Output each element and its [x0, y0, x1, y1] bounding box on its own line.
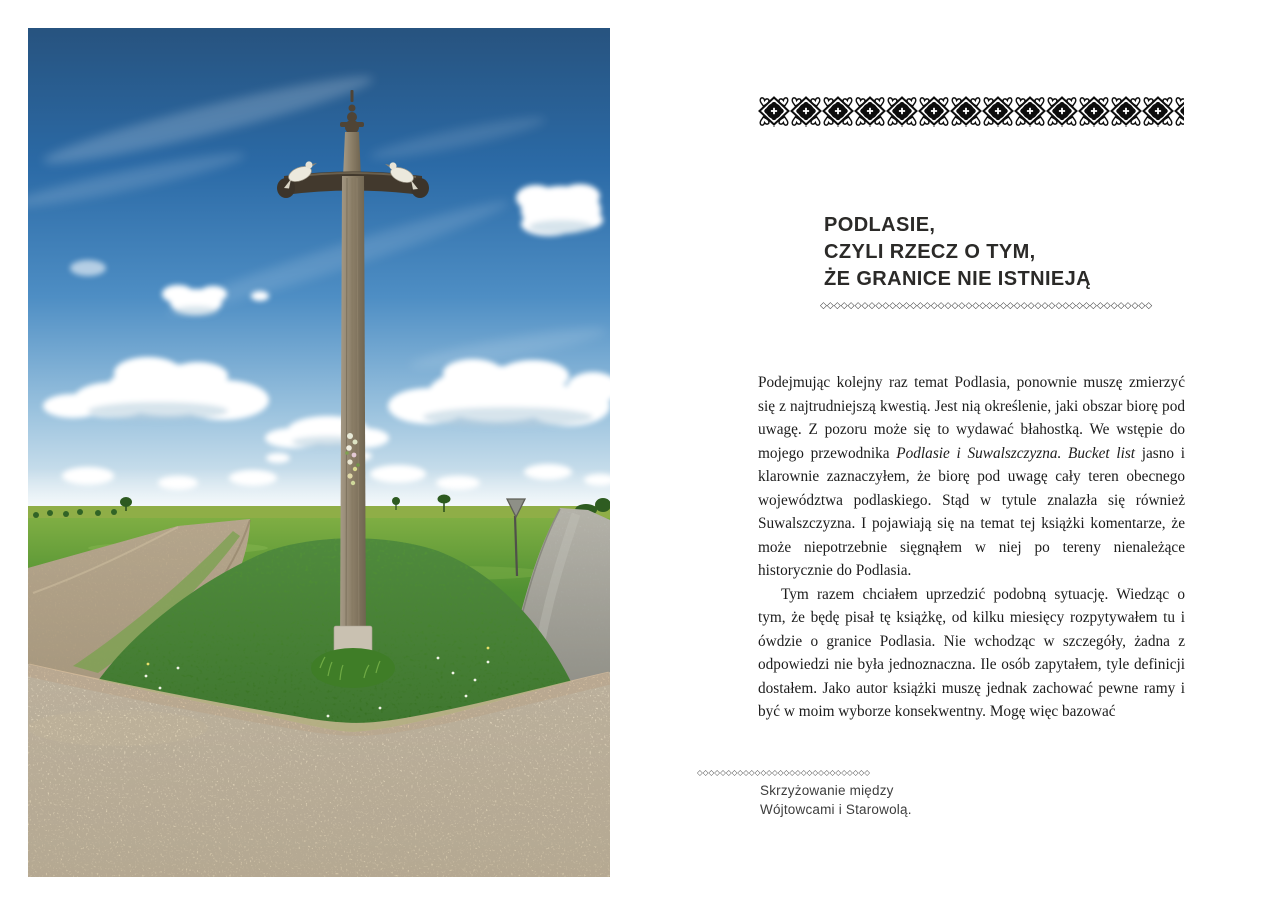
paragraph-1-text: Podejmując kolejny raz temat Podlasia, ponownie muszę zmierzyć się z najtrudniejszą kwestią. Jest nią określenie, jaki obszar biorę pod uwagę. Z pozoru może się to wydawać błahostką. We wstępie do mojego przewodnika [758, 374, 1185, 462]
photo-caption-line1: Skrzyżowanie między [760, 783, 894, 798]
caption-divider: ◇◇◇◇◇◇◇◇◇◇◇◇◇◇◇◇◇◇◇◇◇◇◇◇◇◇◇◇◇◇ [697, 768, 871, 777]
chapter-title-line1: PODLASIE, [824, 214, 936, 236]
chapter-title-line3: ŻE GRANICE NIE ISTNIEJĄ [824, 268, 1092, 290]
photo-scene [28, 28, 610, 877]
chapter-title [824, 212, 1091, 293]
upper-pole [343, 132, 361, 178]
crossroads-photo [28, 28, 610, 877]
photo-caption [760, 781, 912, 819]
folk-ornament-band [758, 96, 1184, 127]
photo-caption-line2: Wójtowcami i Starowolą. [760, 802, 912, 817]
paragraph-1-continued: jasno i klarownie zaznaczyłem, że biorę pod uwagę cały teren obecnego województwa podlaskiego. Stąd w tytule znalazła się również Suwalszczyzna. I pojawiają się na temat tej książki komentarze, że może niepotrzebnie sięgnąłem w niej po tereny nienależące historycznie do Podlasia. [758, 444, 1185, 579]
grass-tuft [311, 648, 395, 688]
folk-ornament-svg [758, 96, 1184, 127]
pole [340, 176, 366, 653]
horizon-haze [28, 468, 610, 512]
diamond-divider: ◇◇◇◇◇◇◇◇◇◇◇◇◇◇◇◇◇◇◇◇◇◇◇◇◇◇◇◇◇◇◇◇◇◇◇◇◇◇◇◇◇◇◇◇◇◇◇◇ [820, 301, 1153, 311]
book-title-italic: Podlasie i Suwalszczyzna. Bucket list [896, 444, 1136, 462]
body-text [758, 371, 1185, 724]
paragraph-1 [758, 371, 1185, 583]
chapter-title-line2: CZYLI RZECZ O TYM, [824, 241, 1036, 263]
paragraph-2: Tym razem chciałem uprzedzić podobną sytuację. Wiedząc o tym, że będę pisał tę książkę, od kilku miesięcy rozpytywałem tu i ówdzie o granice Podlasia. Nie wchodząc w szczegóły, żadna z odpowiedzi nie była jednoznaczna. Ile osób zapytałem, tyle definicji dostałem. Jako autor książki muszę jednak zachować pewne ramy i być w moim wyborze konsekwentny. Mogę więc bazować [758, 585, 1185, 720]
